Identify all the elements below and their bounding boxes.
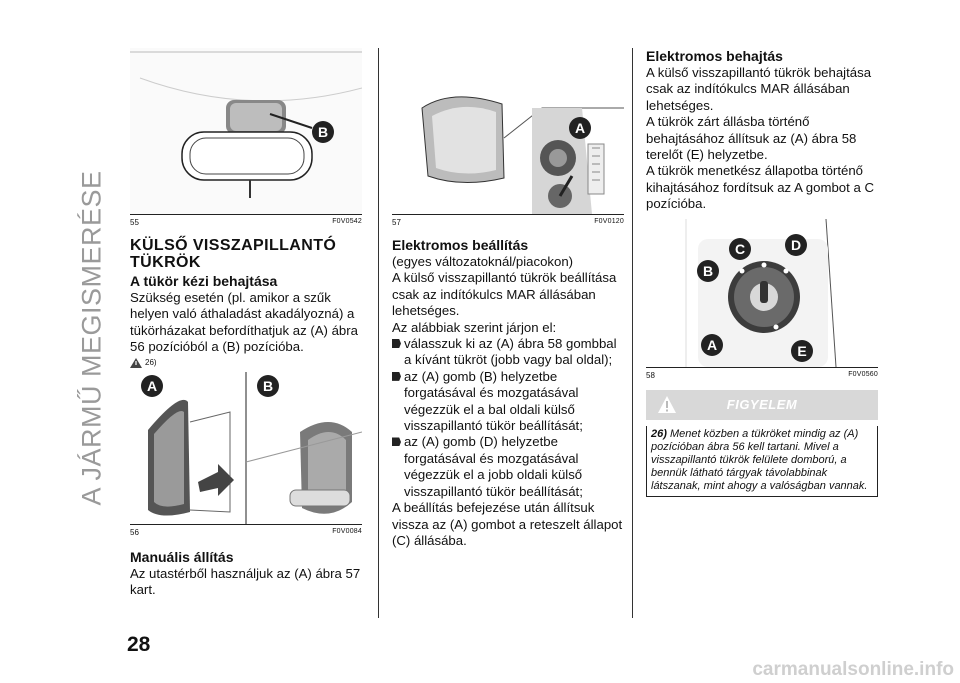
figure-label-a: A [574,120,586,136]
paragraph: A beállítás befejezése után állítsuk vissza az (A) gombot a reteszelt állapot (C) állásába. [392,500,623,548]
figure-code: F0V0120 [594,218,624,225]
figure-caption [646,368,878,380]
chapter-side-title [72,48,112,628]
warning-title: FIGYELEM [726,397,798,413]
exterior-mirror-fold-illustration [130,372,362,524]
step-item [392,369,624,435]
paragraph: (egyes változatoknál/piacokon) [392,254,574,269]
figure-58 [646,219,878,368]
figure-label-b: B [317,124,329,140]
step-arrow-icon [392,372,401,381]
warning-ref: 26) [651,427,667,440]
paragraph: Szükség esetén (pl. amikor a szűk helyen való áthaladást akadályozná) a tükörházakat befordíthatjuk az (A) ábra 56 pozícióból a (B) pozícióba. [130,290,358,355]
column-1 [130,48,362,598]
section-title: KÜLSŐ VISSZAPILLANTÓ TÜKRÖK [130,237,337,271]
column-2 [392,48,624,549]
step-item [392,434,624,500]
step-text: válasszuk ki az (A) ábra 58 gombbal a kívánt tükröt (jobb vagy bal oldal); [404,336,617,368]
figure-code: F0V0542 [332,218,362,225]
figure-label-d: D [790,236,802,253]
figure-code: F0V0560 [848,370,878,378]
mirror-control-lever-illustration [392,48,624,214]
paragraph: Az utastérből használjuk az (A) ábra 57 kart. [130,565,361,598]
figure-caption [392,215,624,227]
column-divider [378,48,379,618]
warning-ref-text: 26) [145,358,157,368]
paragraph: A külső visszapillantó tükrök beállítása csak az indítókulcs MAR állásában lehetséges. [392,270,617,319]
figure-caption [130,525,362,537]
column-3 [646,48,878,497]
figure-label-a: A [146,377,158,394]
step-arrow-icon [392,437,401,446]
mirror-control-knob-illustration [646,219,878,367]
subsection-title: A tükör kézi behajtása [130,273,278,289]
warning-triangle-icon [658,396,676,413]
watermark-footer: carmanualsonline.info [752,659,954,680]
paragraph: A tükrök zárt állásba történő behajtásához állítsuk az (A) ábra 58 terelőt (E) helyzetbe. [646,114,857,163]
figure-caption [130,215,362,227]
chapter-title-text: A JÁRMŰ MEGISMERÉSE [76,170,107,506]
subsection-title: Elektromos behajtás [646,48,783,64]
figure-number: 57 [392,218,401,227]
figure-label-b: B [702,262,714,279]
paragraph: A tükrök menetkész állapotba történő kihajtásához fordítsuk az A gombot a C pozícióba. [646,163,874,212]
paragraph: Az alábbiak szerint járjon el: [392,319,557,335]
interior-mirror-illustration [130,48,362,214]
step-arrow-icon [392,339,401,348]
figure-number: 56 [130,527,139,537]
warning-body [646,426,878,497]
warning-reference [130,358,362,368]
figure-label-c: C [734,240,746,257]
warning-text: Menet közben a tükröket mindig az (A) pozícióban ábra 56 kell tartani. Mivel a visszapillantó tükrök felülete domború, a bennük látható tárgyak távolabbinak látszanak, mint ahogy a valóságban vannak. [651,427,868,493]
figure-number: 58 [646,370,655,380]
step-text: az (A) gomb (B) helyzetbe forgatásával és mozgatásával végezzük el a bal oldali külső visszapillantó tükör beállítását; [404,368,583,434]
step-text: az (A) gomb (D) helyzetbe forgatásával és mozgatásával végezzük el a jobb oldali külső visszapillantó tükör beállítását; [404,434,583,499]
step-item [392,336,624,369]
warning-triangle-icon [130,358,142,368]
subsection-title: Elektromos beállítás [392,237,529,253]
figure-57 [392,48,624,215]
figure-label-b: B [262,377,274,394]
page-number: 28 [127,633,151,656]
warning-box [646,390,878,497]
figure-code: F0V0084 [332,527,362,535]
subsection-title: Manuális állítás [130,548,234,565]
figure-label-a: A [706,336,718,353]
figure-56 [130,372,362,525]
figure-55 [130,48,362,215]
figure-number: 55 [130,218,139,227]
column-divider [632,48,633,618]
figure-label-e: E [797,342,807,359]
paragraph: A külső visszapillantó tükrök behajtása csak az indítókulcs MAR állásában lehetséges. [646,65,872,113]
warning-header [646,390,878,420]
